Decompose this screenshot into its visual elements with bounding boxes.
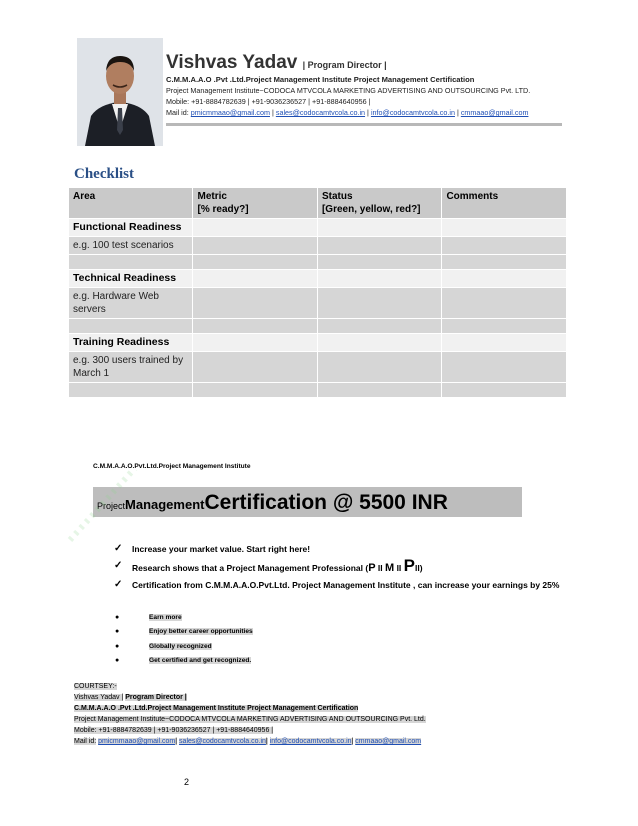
email-link[interactable]: sales@codocamtvcola.co.in [179, 738, 266, 745]
bullet-icon: ● [115, 628, 120, 636]
column-header-area: Area [69, 188, 193, 219]
certification-banner [93, 487, 522, 517]
benefit-list [112, 543, 562, 596]
email-link[interactable]: sales@codocamtvcola.co.in [275, 108, 366, 117]
column-header-comments: Comments [442, 188, 567, 219]
courtesy-name: Vishvas Yadav | [74, 694, 124, 701]
table-row [69, 219, 567, 237]
banner-word-project: Project [97, 501, 126, 511]
checkmark-icon: ✓ [114, 579, 123, 590]
list-item: ✓ Research shows that a Project Management Professional (P II M II PII) [114, 556, 423, 575]
header-mobile-line: Mobile: +91-8884782639 | +91-9036236527 | +91-8884640956 | [166, 97, 371, 106]
table-row [69, 334, 567, 352]
banner-word-management: Management [125, 497, 205, 512]
email-link[interactable]: info@codocamtvcola.co.in [370, 108, 455, 117]
section-label: Technical Readiness [69, 270, 193, 288]
courtesy-label: COURTSEY:- [74, 683, 117, 690]
courtesy-mobile-line: Mobile: +91-8884782639 | +91-9036236527 | +91-8884640956 | [74, 727, 274, 734]
checkmark-icon: ✓ [114, 543, 123, 554]
list-item: ● Earn more [113, 611, 413, 625]
institute-label: C.M.M.A.A.O.Pvt.Ltd.Project Management Institute [93, 463, 251, 470]
checkmark-icon: ✓ [114, 560, 123, 571]
person-portrait-icon [77, 38, 163, 146]
header-institute-line: Project Management Institute~CODOCA MTVCOLA MARKETING ADVERTISING AND OUTSOURCING Pvt. LTD. [166, 86, 531, 95]
header-mail-line: Mail id: pmicmmaao@gmail.com | sales@codocamtvcola.co.in | info@codocamtvcola.co.in | cmmaao@gmail.com [166, 108, 529, 117]
table-row [69, 319, 567, 334]
column-header-status: Status [Green, yellow, red?] [317, 188, 441, 219]
bullet-list [113, 611, 413, 669]
courtesy-role: Program Director | [125, 694, 187, 701]
email-link[interactable]: cmmaao@gmail.com [355, 738, 422, 745]
table-header-row [69, 188, 567, 219]
courtesy-mail-line: Mail id: pmicmmaao@gmail.com| sales@codocamtvcola.co.in| info@codocamtvcola.co.in| cmmaao@gmail.com [74, 738, 422, 745]
courtesy-institute-line: Project Management Institute~CODOCA MTVCOLA MARKETING ADVERTISING AND OUTSOURCING Pvt. Ltd. [74, 716, 426, 723]
list-item: ✓ Certification from C.M.M.A.A.O.Pvt.Ltd. Project Management Institute , can increase your earnings by 25% [114, 579, 560, 590]
section-label: Functional Readiness [69, 219, 193, 237]
example-label: e.g. 300 users trained by March 1 [69, 352, 193, 383]
example-label: e.g. 100 test scenarios [69, 237, 193, 255]
page-number: 2 [184, 777, 190, 787]
list-item: ● Globally recognized [113, 640, 413, 654]
table-row [69, 288, 567, 319]
header-contact-card [166, 52, 586, 118]
list-item: ● Enjoy better career opportunities [113, 625, 413, 639]
table-row [69, 237, 567, 255]
email-link[interactable]: pmicmmaao@gmail.com [190, 108, 270, 117]
email-link[interactable]: pmicmmaao@gmail.com [98, 738, 176, 745]
courtesy-block [74, 681, 594, 747]
header-name: Vishvas Yadav [166, 52, 298, 73]
header-divider [166, 123, 562, 126]
email-link[interactable]: info@codocamtvcola.co.in [269, 738, 352, 745]
banner-price: Certification @ 5500 INR [204, 491, 448, 514]
column-header-metric: Metric [% ready?] [193, 188, 317, 219]
courtesy-company-line: C.M.M.A.A.O .Pvt .Ltd.Project Management Institute Project Management Certification [74, 705, 359, 712]
table-row [69, 383, 567, 398]
checklist-table [68, 187, 567, 398]
example-label: e.g. Hardware Web servers [69, 288, 193, 319]
section-label: Training Readiness [69, 334, 193, 352]
bullet-icon: ● [115, 642, 120, 650]
email-link[interactable]: cmmaao@gmail.com [460, 108, 529, 117]
profile-photo [77, 38, 163, 146]
list-item: ● Get certified and get recognized. [113, 654, 413, 668]
header-role: | Program Director | [302, 60, 387, 70]
table-row [69, 270, 567, 288]
bullet-icon: ● [115, 614, 120, 621]
table-row [69, 352, 567, 383]
bullet-icon: ● [115, 657, 120, 665]
checklist-title: Checklist [74, 166, 134, 182]
list-item: ✓ Increase your market value. Start right here! [114, 543, 311, 554]
header-company-line: C.M.M.A.A.O .Pvt .Ltd.Project Management Institute Project Management Certification [166, 75, 475, 84]
table-row [69, 255, 567, 270]
